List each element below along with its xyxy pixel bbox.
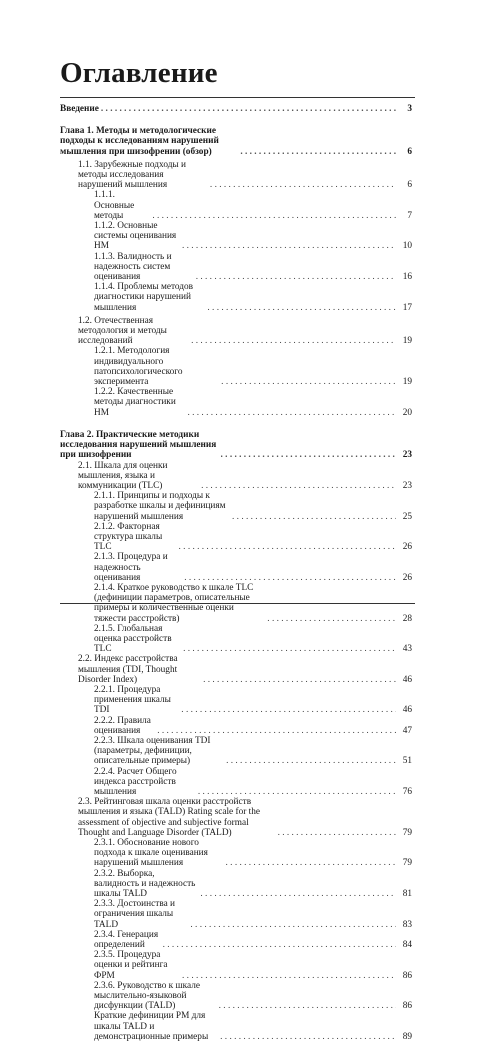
dot-leader [201, 481, 396, 491]
dot-leader [101, 104, 396, 114]
toc-entry-2-3-2[interactable] [60, 869, 412, 900]
dot-leader [203, 675, 396, 685]
toc-entry-title: 1.1.2. Основные системы оценивания НМ [94, 221, 177, 252]
toc-entry-2-1-2[interactable] [60, 522, 412, 553]
dot-leader [184, 573, 396, 583]
toc-page-number: 79 [402, 827, 412, 838]
dot-leader [278, 828, 396, 838]
dot-leader [221, 377, 396, 387]
dot-leader [182, 241, 396, 251]
toc-entry-1-2-1[interactable] [60, 346, 412, 387]
toc-entry-title: 1.2.1. Методология индивидуального патопсихологического эксперимента [94, 346, 183, 388]
toc-page-number: 46 [402, 674, 412, 685]
dot-leader [232, 512, 396, 522]
toc-page-number: 10 [402, 241, 412, 252]
toc-page-number: 89 [402, 1031, 412, 1042]
toc-page-number: 17 [402, 302, 412, 313]
toc-entry-title: 2.1.4. Краткое руководство к шкале TLC (дефиниции параметров, описательные примеры и количественные оценки тяжести расстройств) [94, 582, 254, 624]
toc-entry-chapter-2[interactable] [60, 430, 412, 461]
toc-entry-2-3-1[interactable] [60, 838, 412, 869]
toc-entry-title: 1.1.1. Основные методы [94, 190, 135, 221]
toc-entry-2-2-4[interactable] [60, 767, 412, 798]
toc-page-number: 76 [402, 787, 412, 797]
toc-entry-title: 2.3.1. Обоснование нового подхода к шкале оценивания нарушений мышления [94, 838, 208, 869]
dot-leader [163, 940, 396, 950]
toc-page-number: 6 [407, 146, 412, 157]
bottom-rule [60, 603, 415, 604]
toc-page-number: 23 [402, 450, 412, 461]
dot-leader [191, 336, 396, 346]
toc-page-number: 83 [402, 919, 412, 930]
dot-leader [210, 180, 396, 190]
toc-entry-title: 2.3. Рейтинговая шкала оценки расстройств мышления и языка (TALD) Rating scale for the assessment of objective and subjective formal Thought and Language Disorder (TALD) [78, 797, 261, 838]
toc-entry-2-2[interactable] [60, 654, 412, 685]
toc-entry-title: 2.2. Индекс расстройства мышления (TDI, Thought Disorder Index) [78, 654, 178, 685]
toc-page-number: 86 [402, 1001, 412, 1012]
toc-entry-2-3-3[interactable] [60, 899, 412, 930]
page-title: Оглавление [60, 57, 218, 89]
dot-leader [207, 303, 396, 313]
dot-leader [187, 408, 396, 418]
toc-page-number: 23 [402, 480, 412, 491]
toc-page-number: 43 [402, 644, 412, 655]
toc-entry-2-1-1[interactable] [60, 491, 412, 522]
toc-page-number: 81 [402, 889, 412, 900]
dot-leader [219, 1001, 396, 1011]
toc-entry-title: 2.1.1. Принципы и подходы к разработке шкалы и дефинициям нарушений мышления [94, 491, 226, 522]
toc-entry-2-3-4[interactable] [60, 930, 412, 950]
dot-leader [200, 889, 396, 899]
toc-entry-introduction[interactable] [60, 104, 412, 114]
toc-page-number: 84 [402, 940, 412, 951]
toc-entry-title: Введение [60, 104, 99, 114]
toc-page-number: 47 [402, 725, 412, 736]
toc-entry-title: 2.1.2. Факторная структура шкалы TLC [94, 521, 163, 553]
dot-leader [226, 756, 396, 766]
toc-entry-title: Глава 1. Методы и методологические подходы к исследованиям нарушений мышления при шизофрении (обзор) [60, 126, 219, 157]
dot-leader [226, 858, 396, 868]
toc-entry-title: 2.3.6. Руководство к шкале мыслительно-языковой дисфункции (TALD) [94, 980, 201, 1012]
toc-entry-1-1-1[interactable] [60, 190, 412, 221]
toc-entry-title: 1.1. Зарубежные подходы и методы исследования нарушений мышления [78, 159, 186, 191]
dot-leader [152, 211, 396, 221]
dot-leader [182, 971, 396, 981]
dot-leader [221, 450, 396, 460]
toc-entry-chapter-1[interactable] [60, 126, 412, 157]
toc-page-number: 19 [402, 377, 412, 388]
toc-entry-2-2-2[interactable] [60, 716, 412, 736]
toc-entry-title: 1.1.3. Валидность и надежность систем оценивания [94, 251, 172, 283]
toc-entry-2-3-6[interactable] [60, 981, 412, 1012]
toc-entry-title: 2.2.2. Правила оценивания [94, 715, 151, 736]
toc-entry-1-2-2[interactable] [60, 387, 412, 418]
toc-page-number: 79 [402, 858, 412, 869]
toc-entry-title: 1.2. Отечественная методология и методы исследований [78, 315, 167, 347]
toc-entry-title: 2.1. Шкала для оценки мышления, языка и коммуникации (TLC) [78, 460, 168, 491]
toc-entry-title: 2.1.3. Процедура и надежность оценивания [94, 552, 168, 583]
dot-leader [190, 920, 396, 930]
toc-entry-1-1-2[interactable] [60, 221, 412, 252]
toc-page-number: 20 [402, 407, 412, 418]
toc-entry-2-1-3[interactable] [60, 552, 412, 583]
toc-entry-1-1-4[interactable] [60, 282, 412, 313]
toc-entry-title: 2.2.1. Процедура применения шкалы TDI [94, 684, 171, 716]
toc-page-number: 16 [402, 272, 412, 283]
toc-page-number: 19 [402, 336, 412, 347]
toc-page-number: 28 [402, 613, 412, 624]
toc-entry-title: 2.3.4. Генерация определений [94, 929, 159, 951]
toc-entry-1-1-3[interactable] [60, 252, 412, 283]
toc-entry-1-2[interactable] [60, 316, 412, 347]
toc-entry-1-1[interactable] [60, 160, 412, 191]
dot-leader [181, 705, 396, 715]
toc-page-number: 3 [407, 104, 412, 114]
table-of-contents [60, 104, 412, 1042]
toc-page-number: 26 [402, 572, 412, 583]
toc-page-number: 7 [407, 210, 412, 221]
toc-page-number: 26 [402, 542, 412, 553]
toc-entry-title: 2.3.2. Выборка, валидность и надежность шкалы TALD [94, 868, 196, 900]
toc-entry-title: 2.3.5. Процедура оценки и рейтинга ФРМ [94, 950, 168, 981]
dot-leader [179, 542, 396, 552]
dot-leader [240, 147, 396, 157]
toc-entry-title: Краткие дефиниции РМ для шкалы TALD и демонстрационные примеры [94, 1011, 209, 1042]
dot-leader [183, 644, 396, 654]
toc-entry-2-3[interactable] [60, 797, 412, 838]
toc-page-number: 6 [407, 180, 412, 191]
toc-entry-title: 2.1.5. Глобальная оценка расстройств TLC [94, 623, 172, 655]
toc-entry-title: 2.3.3. Достоинства и ограничения шкалы TALD [94, 899, 176, 930]
toc-entry-2-2-3[interactable] [60, 736, 412, 767]
dot-leader [157, 726, 396, 736]
toc-entry-2-3-5[interactable] [60, 950, 412, 981]
dot-leader [220, 1032, 396, 1042]
dot-leader [198, 787, 396, 797]
toc-entry-title: 1.2.2. Качественные методы диагностики НМ [94, 387, 176, 418]
toc-page-number: 51 [402, 756, 412, 767]
dot-leader [196, 272, 396, 282]
toc-entry-definitions[interactable] [60, 1011, 412, 1042]
toc-entry-title: Глава 2. Практические методики исследования нарушений мышления при шизофрении [60, 429, 217, 461]
toc-entry-title: 2.2.4. Расчет Общего индекса расстройств мышления [94, 766, 177, 797]
toc-entry-2-2-1[interactable] [60, 685, 412, 716]
toc-page-number: 46 [402, 705, 412, 716]
toc-page-number: 25 [402, 511, 412, 522]
toc-entry-title: 2.2.3. Шкала оценивания TDI (параметры, дефиниции, описательные примеры) [94, 735, 211, 767]
toc-entry-2-1[interactable] [60, 461, 412, 492]
top-rule [60, 97, 415, 98]
toc-entry-title: 1.1.4. Проблемы методов диагностики нарушений мышления [94, 282, 194, 313]
toc-page-number: 86 [402, 970, 412, 981]
dot-leader [267, 614, 396, 624]
